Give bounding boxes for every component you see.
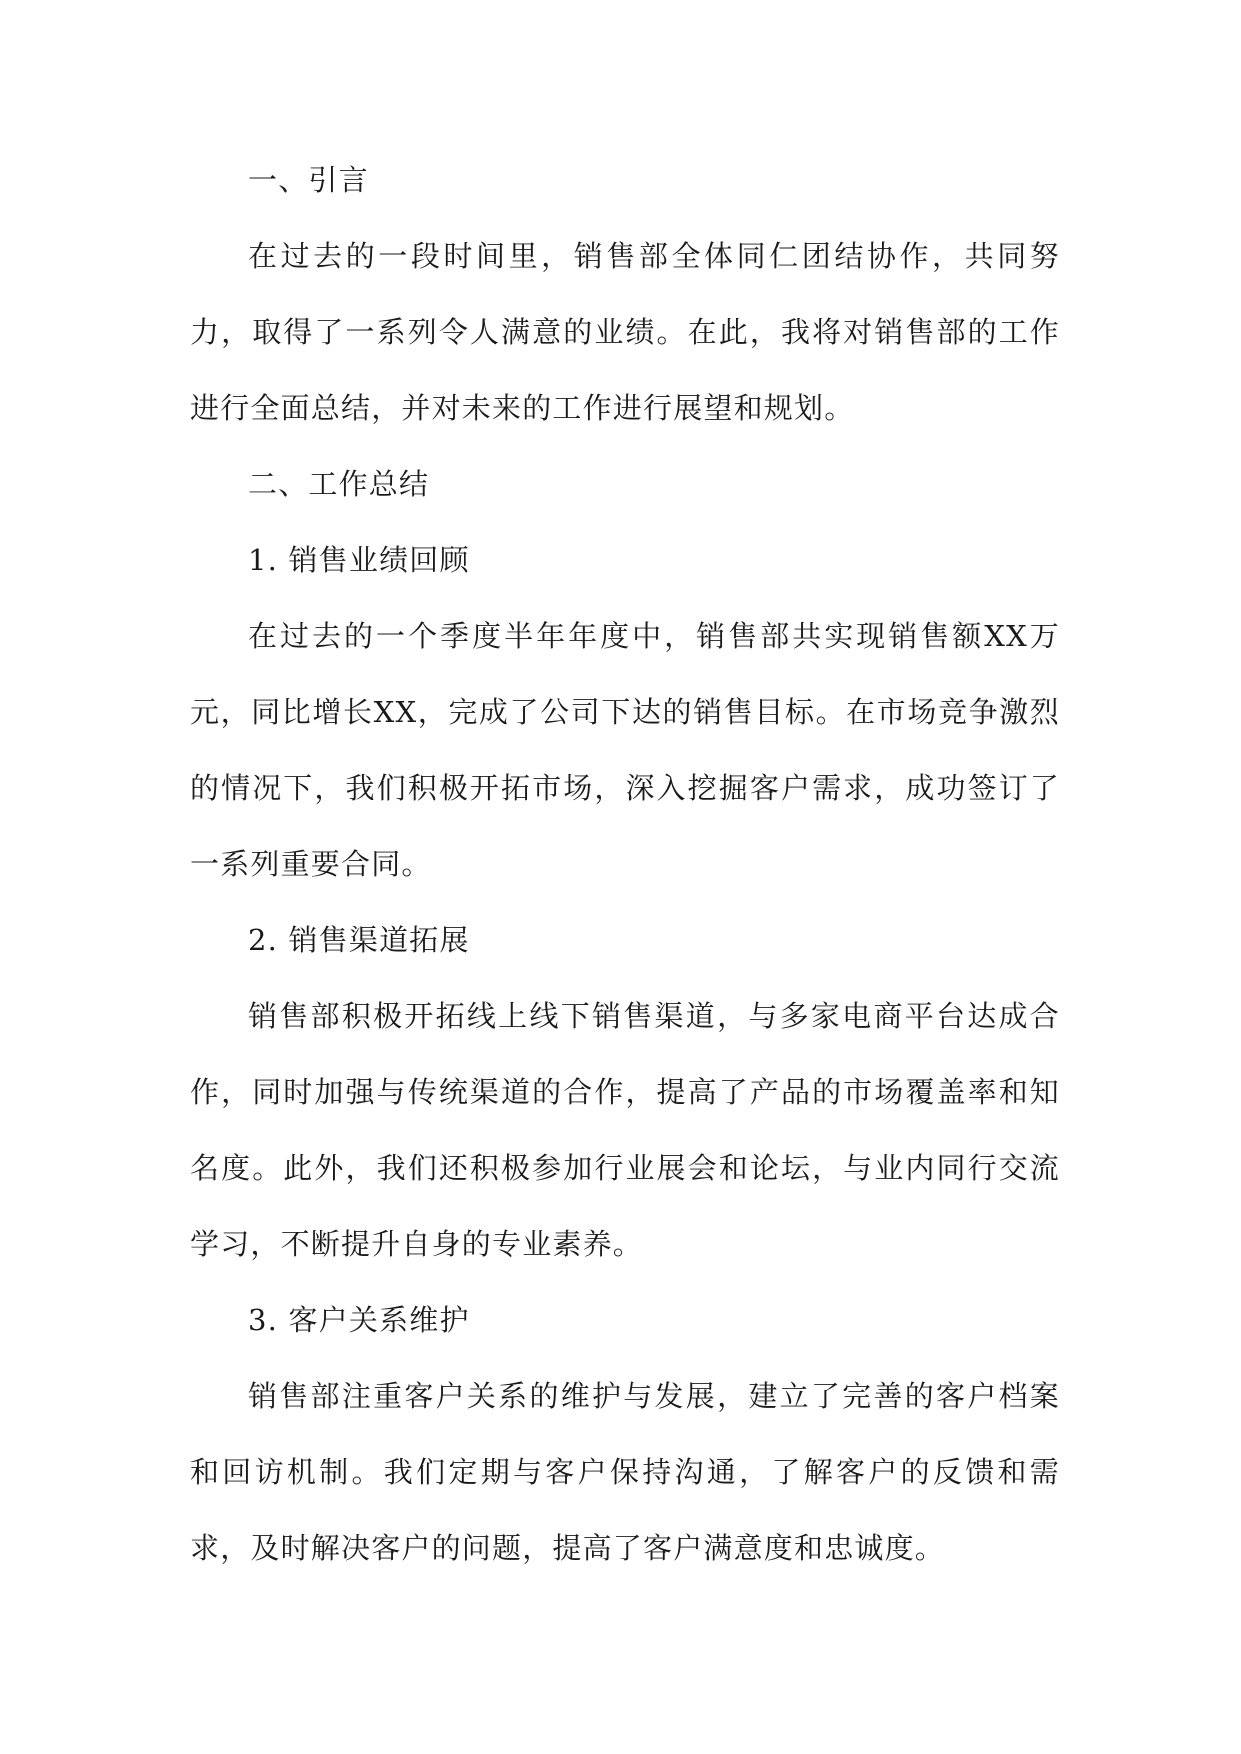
- paragraph-intro: 在过去的一段时间里，销售部全体同仁团结协作，共同努力，取得了一系列令人满意的业绩。在此，我将对销售部的工作进行全面总结，并对未来的工作进行展望和规划。: [190, 239, 1060, 425]
- subsection-heading-channel-expansion: 2. 销售渠道拓展: [248, 923, 470, 957]
- subsection-heading-sales-review: 1. 销售业绩回顾: [248, 543, 470, 577]
- paragraph-customer-relations: 销售部注重客户关系的维护与发展，建立了完善的客户档案和回访机制。我们定期与客户保持沟通，了解客户的反馈和需求，及时解决客户的问题，提高了客户满意度和忠诚度。: [190, 1379, 1060, 1565]
- subsection-heading-customer-relations: 3. 客户关系维护: [248, 1303, 470, 1337]
- section-heading-work-summary: 二、工作总结: [248, 467, 430, 501]
- paragraph-sales-review: 在过去的一个季度半年年度中，销售部共实现销售额XX万元，同比增长XX，完成了公司下达的销售目标。在市场竞争激烈的情况下，我们积极开拓市场，深入挖掘客户需求，成功签订了一系列重要合同。: [190, 619, 1060, 881]
- document-body: [190, 142, 1060, 1586]
- section-heading-intro: 一、引言: [248, 163, 369, 197]
- paragraph-channel-expansion: 销售部积极开拓线上线下销售渠道，与多家电商平台达成合作，同时加强与传统渠道的合作，提高了产品的市场覆盖率和知名度。此外，我们还积极参加行业展会和论坛，与业内同行交流学习，不断提升自身的专业素养。: [190, 999, 1060, 1261]
